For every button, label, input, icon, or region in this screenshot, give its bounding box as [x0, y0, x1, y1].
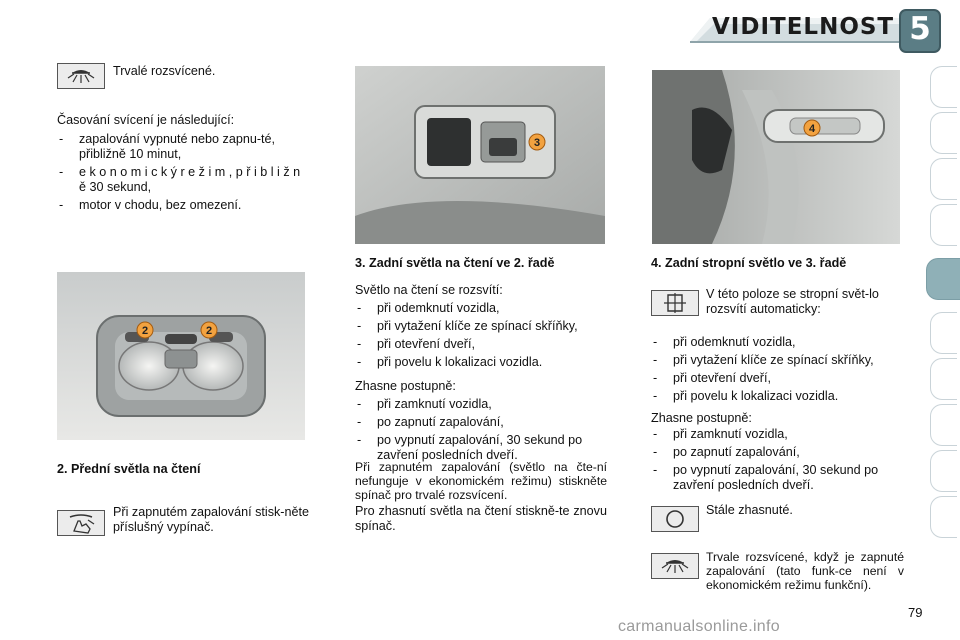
list-item: - při povelu k lokalizaci vozidla.	[355, 355, 610, 370]
rear-lights-on-intro: Světlo na čtení se rozsvítí:	[355, 283, 503, 297]
chapter-tab[interactable]	[930, 358, 957, 400]
list-item: - motor v chodu, bez omezení.	[57, 198, 309, 213]
light-off-icon	[651, 506, 699, 532]
chapter-tab-active[interactable]	[926, 258, 960, 300]
list-item: - při odemknutí vozidla,	[355, 301, 610, 316]
photo-callout-label: 2	[205, 325, 213, 337]
ceiling-light-auto-text: V této poloze se stropní svět-lo rozsvítí automaticky:	[706, 287, 879, 316]
rear-lights-off-list	[355, 397, 610, 466]
page-title: VIDITELNOST	[712, 14, 895, 40]
list-item: - e k o n o m i c k ý r e ž i m , p ř i b l i ž n ě 30 sekund,	[57, 165, 309, 195]
list-item: - po zapnutí zapalování,	[355, 415, 610, 430]
rear-lights-off-intro: Zhasne postupně:	[355, 379, 456, 393]
rear-reading-lights-photo	[355, 66, 605, 244]
list-item: - při vytažení klíče ze spínací skříňky,	[355, 319, 610, 334]
list-item: - při otevření dveří,	[355, 337, 610, 352]
photo-callout-label: 3	[533, 137, 541, 149]
chapter-tab[interactable]	[930, 112, 957, 154]
chapter-tab[interactable]	[930, 404, 957, 446]
list-item: - při otevření dveří,	[651, 371, 906, 386]
chapter-tab[interactable]	[930, 496, 957, 538]
chapter-tab[interactable]	[930, 158, 957, 200]
ceiling-light-off-text: Stále zhasnuté.	[706, 503, 793, 517]
chapter-tab[interactable]	[930, 204, 957, 246]
list-item: - po vypnutí zapalování, 30 sekund po zavření posledních dveří.	[355, 433, 610, 463]
rear-lights-on-list	[355, 301, 610, 373]
ceiling-light-off-intro: Zhasne postupně:	[651, 411, 752, 425]
front-lights-instruction: Při zapnutém zapalování stisk-něte příslušný vypínač.	[113, 505, 310, 534]
chapter-tab[interactable]	[930, 450, 957, 492]
front-reading-lights-photo	[57, 272, 305, 440]
photo-callout-label: 2	[141, 325, 149, 337]
section-heading-front-lights: 2. Přední světla na čtení	[57, 462, 201, 476]
door-auto-icon	[651, 290, 699, 316]
hand-press-icon	[57, 510, 105, 536]
section-heading-ceiling-light: 4. Zadní stropní světlo ve 3. řadě	[651, 256, 847, 270]
list-item: - při vytažení klíče ze spínací skříňky,	[651, 353, 906, 368]
watermark: carmanualsonline.info	[618, 618, 780, 635]
rear-lights-note-off: Pro zhasnutí světla na čtení stiskně-te znovu spínač.	[355, 504, 607, 533]
light-on-icon	[57, 63, 105, 89]
section-heading-rear-lights: 3. Zadní světla na čtení ve 2. řadě	[355, 256, 555, 270]
light-on-icon	[651, 553, 699, 579]
photo-callout-label: 4	[808, 123, 816, 135]
chapter-tab[interactable]	[930, 312, 957, 354]
chapter-number: 5	[909, 11, 931, 47]
timing-intro: Časování svícení je následující:	[57, 113, 235, 127]
rear-lights-note-permanent: Při zapnutém zapalování (světlo na čte-ní nefunguje v ekonomickém režimu) stiskněte spínač pro trvalé rozsvícení.	[355, 460, 607, 502]
list-item: - zapalování vypnuté nebo zapnu-té, přibližně 10 minut,	[57, 132, 309, 162]
rear-ceiling-light-photo	[652, 70, 900, 244]
ceiling-light-on-list	[651, 335, 906, 407]
timing-list	[57, 132, 309, 216]
ceiling-light-on-text: Trvale rozsvícené, když je zapnuté zapalování (tato funk-ce není v ekonomickém režimu funkční).	[706, 550, 904, 592]
list-item: - při zamknutí vozidla,	[651, 427, 906, 442]
page-number: 79	[908, 605, 923, 620]
chapter-tab[interactable]	[930, 66, 957, 108]
chapter-tabs	[926, 66, 960, 586]
ceiling-light-off-list	[651, 427, 906, 496]
list-item: - při povelu k lokalizaci vozidla.	[651, 389, 906, 404]
list-item: - po zapnutí zapalování,	[651, 445, 906, 460]
light-on-text: Trvalé rozsvícené.	[113, 64, 216, 78]
list-item: - při zamknutí vozidla,	[355, 397, 610, 412]
list-item: - po vypnutí zapalování, 30 sekund po zavření posledních dveří.	[651, 463, 906, 493]
list-item: - při odemknutí vozidla,	[651, 335, 906, 350]
